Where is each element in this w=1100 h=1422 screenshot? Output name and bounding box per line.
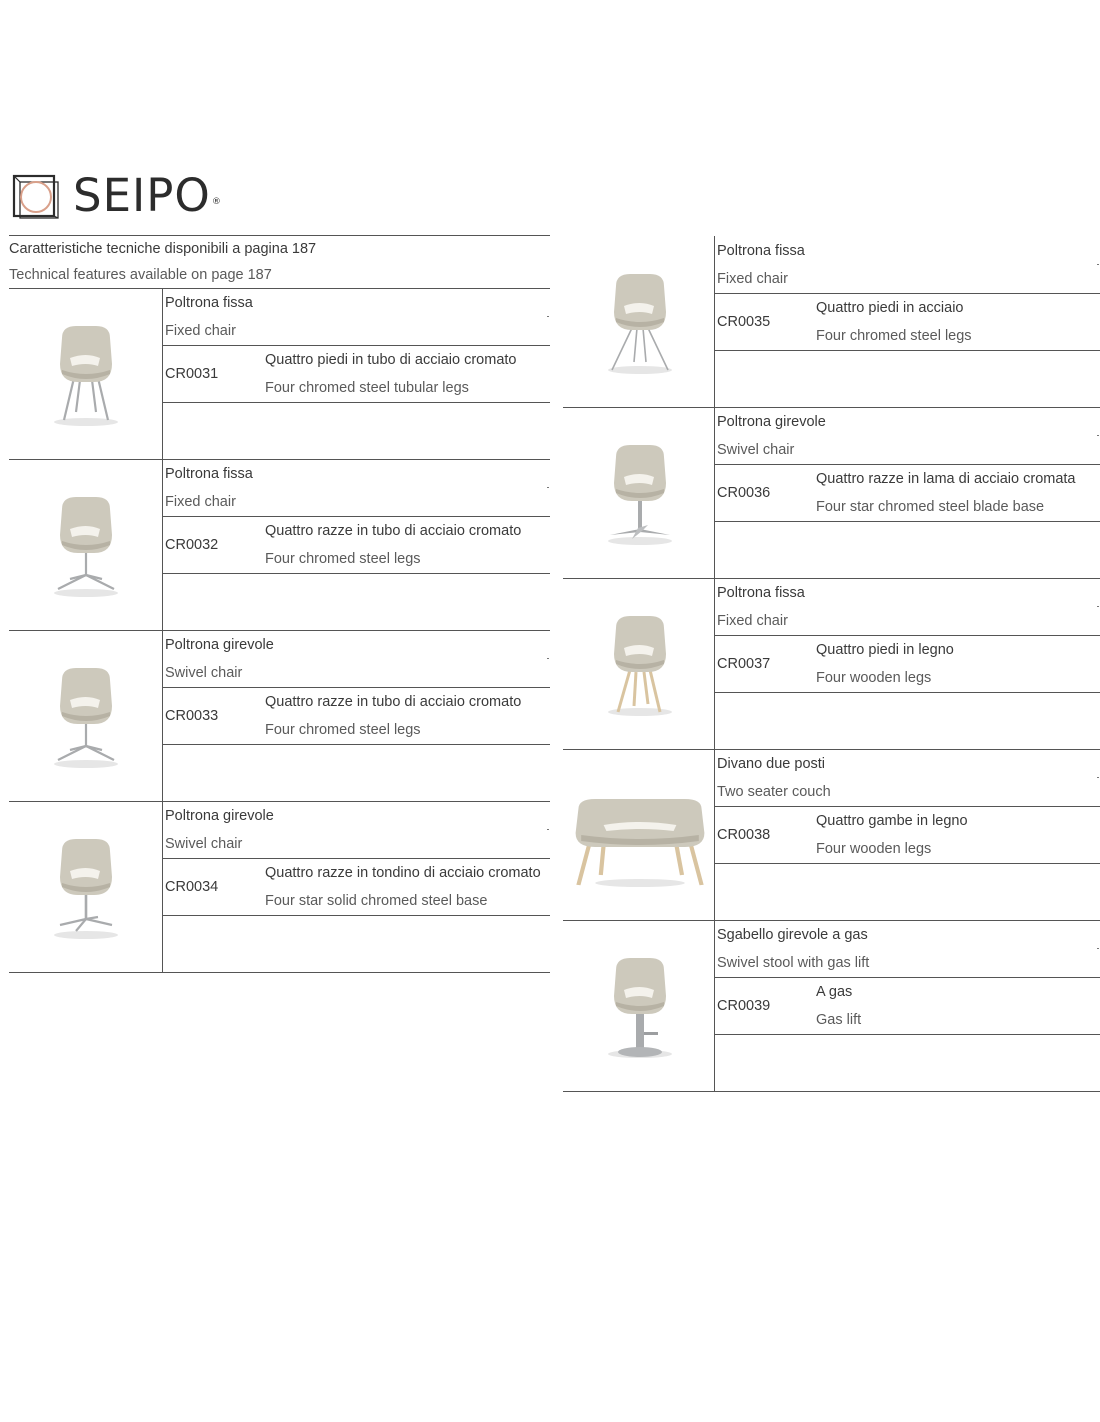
- product-code: CR0031: [165, 366, 219, 382]
- product-type-en: Swivel chair: [165, 665, 243, 681]
- row-tick: [1097, 777, 1099, 778]
- row-tick: [1097, 435, 1099, 436]
- product-type-it: Sgabello girevole a gas: [717, 927, 868, 943]
- product-description-it: Quattro piedi in legno: [816, 642, 954, 658]
- column-divider: [714, 236, 715, 1091]
- product-description-it: Quattro razze in tondino di acciaio cromato: [265, 865, 541, 881]
- product-type-en: Swivel chair: [165, 836, 243, 852]
- product-code: CR0038: [717, 827, 771, 843]
- chair-image: [36, 650, 136, 770]
- row-rule: [714, 635, 1100, 636]
- product-description-en: Four wooden legs: [816, 670, 932, 686]
- intro-text-en: Technical features available on page 187: [9, 267, 272, 283]
- product-description-en: Four chromed steel tubular legs: [265, 380, 469, 396]
- product-code: CR0034: [165, 879, 219, 895]
- product-code: CR0033: [165, 708, 219, 724]
- row-rule: [162, 858, 550, 859]
- product-description-en: Four chromed steel legs: [265, 722, 421, 738]
- product-description-en: Four chromed steel legs: [265, 551, 421, 567]
- product-description-it: Quattro piedi in tubo di acciaio cromato: [265, 352, 517, 368]
- product-type-en: Swivel chair: [717, 442, 795, 458]
- row-rule: [714, 806, 1100, 807]
- product-description-en: Four wooden legs: [816, 841, 932, 857]
- product-type-en: Fixed chair: [165, 323, 236, 339]
- row-rule: [714, 293, 1100, 294]
- row-rule: [162, 402, 550, 403]
- chair-image: [36, 308, 136, 428]
- row-rule: [714, 977, 1100, 978]
- product-description-it: Quattro razze in tubo di acciaio cromato: [265, 694, 522, 710]
- product-type-it: Poltrona fissa: [165, 295, 253, 311]
- row-tick: [547, 316, 549, 317]
- product-description-it: Quattro gambe in legno: [816, 813, 968, 829]
- row-rule: [162, 915, 550, 916]
- row-separator: [9, 459, 550, 460]
- product-type-it: Poltrona girevole: [717, 414, 826, 430]
- intro-text-it: Caratteristiche tecniche disponibili a pagina 187: [9, 241, 317, 257]
- chair-image: [590, 427, 690, 547]
- row-tick: [1097, 948, 1099, 949]
- product-type-en: Swivel stool with gas lift: [717, 955, 870, 971]
- product-description-it: A gas: [816, 984, 853, 1000]
- row-tick: [547, 829, 549, 830]
- row-tick: [547, 658, 549, 659]
- product-type-it: Poltrona fissa: [165, 466, 253, 482]
- row-rule: [714, 692, 1100, 693]
- cube-logo-icon: [12, 172, 60, 220]
- row-tick: [1097, 606, 1099, 607]
- product-type-it: Divano due posti: [717, 756, 826, 772]
- product-code: CR0036: [717, 485, 771, 501]
- chair-image: [590, 256, 690, 376]
- product-description-en: Gas lift: [816, 1012, 862, 1028]
- product-code: CR0032: [165, 537, 219, 553]
- intro-top-rule: [9, 235, 550, 236]
- product-code: CR0039: [717, 998, 771, 1014]
- row-rule: [162, 516, 550, 517]
- product-description-it: Quattro piedi in acciaio: [816, 300, 964, 316]
- row-separator: [563, 920, 1100, 921]
- row-separator: [9, 801, 550, 802]
- row-rule: [714, 863, 1100, 864]
- product-description-en: Four chromed steel legs: [816, 328, 972, 344]
- chair-image: [36, 821, 136, 941]
- product-type-it: Poltrona fissa: [717, 243, 805, 259]
- product-type-en: Two seater couch: [717, 784, 831, 800]
- product-type-en: Fixed chair: [717, 613, 788, 629]
- row-rule: [162, 573, 550, 574]
- row-rule: [714, 464, 1100, 465]
- row-rule: [162, 744, 550, 745]
- product-description-it: Quattro razze in lama di acciaio cromata: [816, 471, 1076, 487]
- product-code: CR0037: [717, 656, 771, 672]
- row-rule: [714, 350, 1100, 351]
- product-code: CR0035: [717, 314, 771, 330]
- couch-image: [570, 769, 710, 889]
- row-tick: [1097, 264, 1099, 265]
- row-separator: [563, 749, 1100, 750]
- row-rule: [162, 687, 550, 688]
- product-type-it: Poltrona girevole: [165, 637, 274, 653]
- row-separator: [563, 407, 1100, 408]
- stool-image: [590, 940, 690, 1060]
- product-type-it: Poltrona fissa: [717, 585, 805, 601]
- chair-image: [590, 598, 690, 718]
- row-separator: [9, 972, 550, 973]
- column-divider: [162, 288, 163, 972]
- product-type-en: Fixed chair: [165, 494, 236, 510]
- brand-name: SEIPO®: [73, 169, 222, 222]
- intro-bottom-rule: [9, 288, 550, 289]
- product-description-en: Four star solid chromed steel base: [265, 893, 488, 909]
- row-tick: [547, 487, 549, 488]
- brand-logo: [12, 169, 222, 222]
- chair-image: [36, 479, 136, 599]
- row-rule: [714, 521, 1100, 522]
- row-separator: [9, 630, 550, 631]
- product-type-en: Fixed chair: [717, 271, 788, 287]
- row-separator: [563, 1091, 1100, 1092]
- product-description-it: Quattro razze in tubo di acciaio cromato: [265, 523, 522, 539]
- product-type-it: Poltrona girevole: [165, 808, 274, 824]
- row-rule: [162, 345, 550, 346]
- product-description-en: Four star chromed steel blade base: [816, 499, 1045, 515]
- row-rule: [714, 1034, 1100, 1035]
- row-separator: [563, 578, 1100, 579]
